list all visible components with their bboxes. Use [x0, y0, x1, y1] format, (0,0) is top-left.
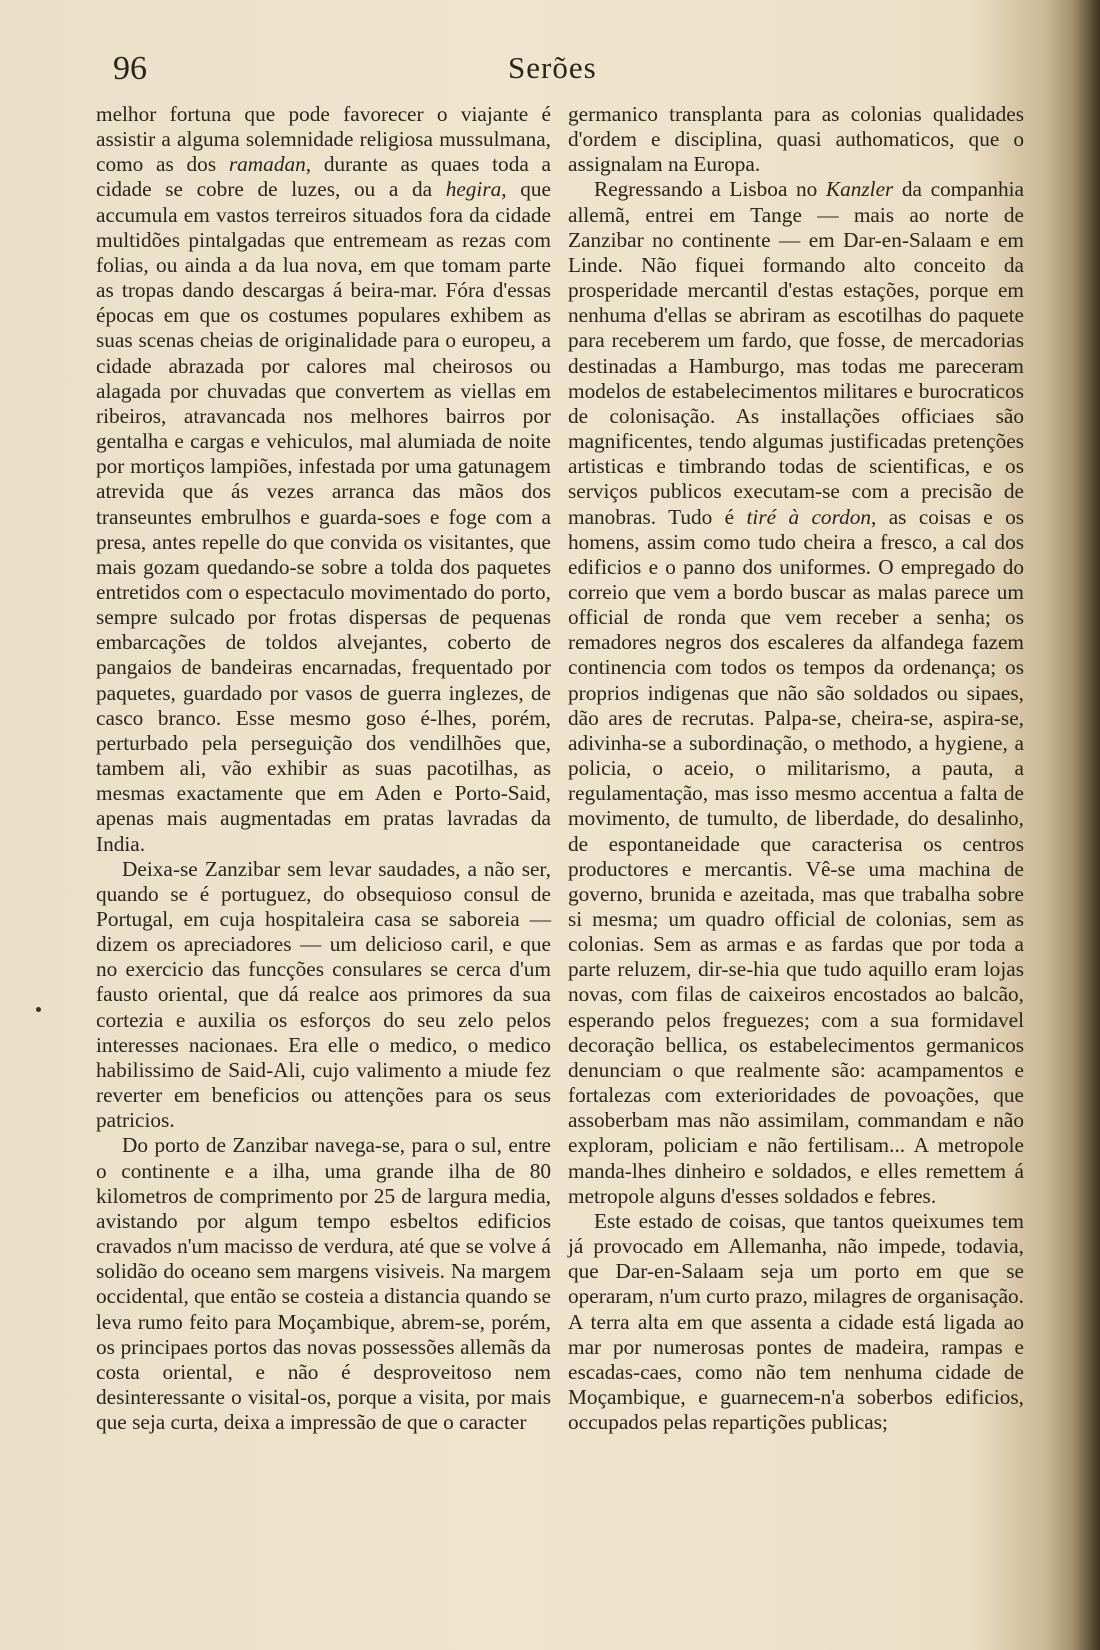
text-run: Regressando a Lisboa no [594, 177, 826, 202]
binding-edge-shadow [1072, 0, 1100, 1650]
running-title: Serões [508, 50, 597, 85]
italic-term: Kanzler [825, 177, 894, 202]
paragraph [96, 102, 551, 857]
text-run: , que accumula em vastos terreiros situados fora da cidade multidões pintalgadas que entremeam as rezas com folias, ou ainda a da lua nova, em que tomam parte as tropas dando descargas á beira-mar. Fóra d'essas épocas em que os costumes populares exhibem as suas scenas cheias de originalidade para o europeu, a cidade abrazada por calores mal cheirosos ou alagada por chuvadas que convertem as viellas em ribeiros, atravancada nos melhores bairros por gentalha e cargas e vehiculos, mal alumiada de noite por mortiços lampiões, infestada por uma gatunagem atrevida que ás vezes arranca das mãos dos transeuntes embrulhos e guarda-soes e foge com a presa, antes repelle do que convida os visitantes, que mais gozam quedando-se sobre a tolda dos paquetes entretidos com o espectaculo movimentado do porto, sempre sulcado por frotas dispersas de pequenas embarcações de toldos alvejantes, coberto de pangaios de bandeiras encarnadas, frequentado por paquetes, guardado por vasos de guerra inglezes, de casco branco. Esse mesmo goso é-lhes, porém, perturbado pela perseguição dos vendilhões que, tambem ali, vão exhibir as suas pacotilhas, as mesmas exactamente que em Aden e Porto-Said, apenas mais augmentadas em pratas lavradas da India. [96, 177, 552, 856]
right-column [568, 102, 1024, 1602]
paragraph: Este estado de coisas, que tantos queixumes tem já provocado em Allemanha, não impede, todavia, que Dar-en-Salaam seja um porto em que se operaram, n'um curto prazo, milagres de organisação. A terra alta em que assenta a cidade está ligada ao mar por numerosas pontes de madeira, rampas e escadas-caes, como não tem nenhuma cidade de Moçambique, e guarnecem-n'a soberbos edificios, occupados pelas repartições publicas; [568, 1208, 1024, 1435]
italic-term: ramadan [228, 152, 306, 177]
left-column [96, 102, 551, 1602]
page-number: 96 [113, 50, 147, 87]
margin-mark [36, 1007, 41, 1012]
text-run: da companhia allemã, entrei em Tange — mais ao norte de Zanzibar no continente — em Dar-en-Salaam e em Linde. Não fiquei formando alto conceito da prosperidade mercantil d'estas estações, porque em nenhuma d'ellas se abriram as escotilhas do paquete para receberem um fardo, que fosse, de mercadorias destinadas a Hamburgo, mas todas me pareceram modelos de estabelecimentos militares e burocraticos de colonisação. As installações officiaes são magnificentes, tendo algumas justificadas pretenções artisticas e timbrando todas de scientificas, e os serviços publicos executam-se com a precisão de manobras. Tudo é [568, 177, 1025, 529]
text-run: , as coisas e os homens, assim como tudo cheira a fresco, a cal dos edificios e o panno dos uniformes. O empregado do correio que vem a bordo buscar as malas parece um official de ronda que vem receber a senha; os remadores negros dos escaleres da alfandega fazem continencia com todos os tempos da ordenança; os proprios indigenas que não são soldados ou sipaes, dão ares de recrutas. Palpa-se, cheira-se, aspira-se, adivinha-se a subordinação, o methodo, a hygiene, a policia, o aceio, o militarismo, a pauta, a regulamentação, mas isso mesmo accentua a falta de movimento, de tumulto, de liberdade, do desalinho, de espontaneidade que caracterisa os centros productores e mercantis. Vê-se uma machina de governo, brunida e azeitada, mas que trabalha sobre si mesma; um quadro official de colonias, sem as colonias. Sem as armas e as fardas que por toda a parte reluzem, dir-se-hia que tudo aquillo eram lojas novas, com filas de caixeiros encostados ao balcão, esperando pelos freguezes; com a sua formidavel decoração bellica, os estabelecimentos germanicos denunciam o que realmente são: acampamentos e fortalezas com exterioridades de povoações, que assoberbam mas não assimilam, commandam e não exploram, policiam e não fertilisam... A metropole manda-lhes dinheiro e soldados, e elles remettem á metropole alguns d'esses soldados e febres. [568, 504, 1025, 1208]
text-run: melhor fortuna que pode favorecer o viajante é assistir a alguma solemnidade religiosa mussulmana, como as dos [96, 102, 551, 177]
paragraph: germanico transplanta para as colonias qualidades d'ordem e disciplina, quasi authomaticos, que o assignalam na Europa. [568, 102, 1024, 177]
paragraph [568, 177, 1024, 1208]
italic-term: hegira [445, 177, 502, 202]
page-header [113, 50, 1015, 100]
text-run: , durante as quaes toda a cidade se cobre de luzes, ou a da [96, 152, 551, 202]
paragraph: Deixa-se Zanzibar sem levar saudades, a não ser, quando se é portuguez, do obsequioso consul de Portugal, em cuja hospitaleira casa se saboreia — dizem os apreciadores — um delicioso caril, e que no exercicio das funcções consulares se cerca d'um fausto oriental, que dá realce aos primores da sua cortezia e auxilia os esforços do seu zelo pelos interesses nacionaes. Era elle o medico, o medico habilissimo de Said-Ali, cujo valimento a miude fez reverter em beneficios ou attenções para os seus patricios. [96, 856, 551, 1133]
italic-term: tiré à cordon [746, 504, 872, 529]
paragraph: Do porto de Zanzibar navega-se, para o sul, entre o continente e a ilha, uma grande ilha de 80 kilometros de comprimento por 25 de largura media, avistando por algum tempo esbeltos edificios cravados n'um macisso de verdura, até que se volve á solidão do oceano sem margens visiveis. Na margem occidental, que então se costeia a distancia quando se leva rumo feito para Moçambique, abrem-se, porém, os principaes portos das novas possessões allemãs da costa oriental, e não é desproveitoso nem desinteressante o visital-os, porque a visita, por mais que seja curta, deixa a impressão de que o caracter [96, 1133, 551, 1435]
